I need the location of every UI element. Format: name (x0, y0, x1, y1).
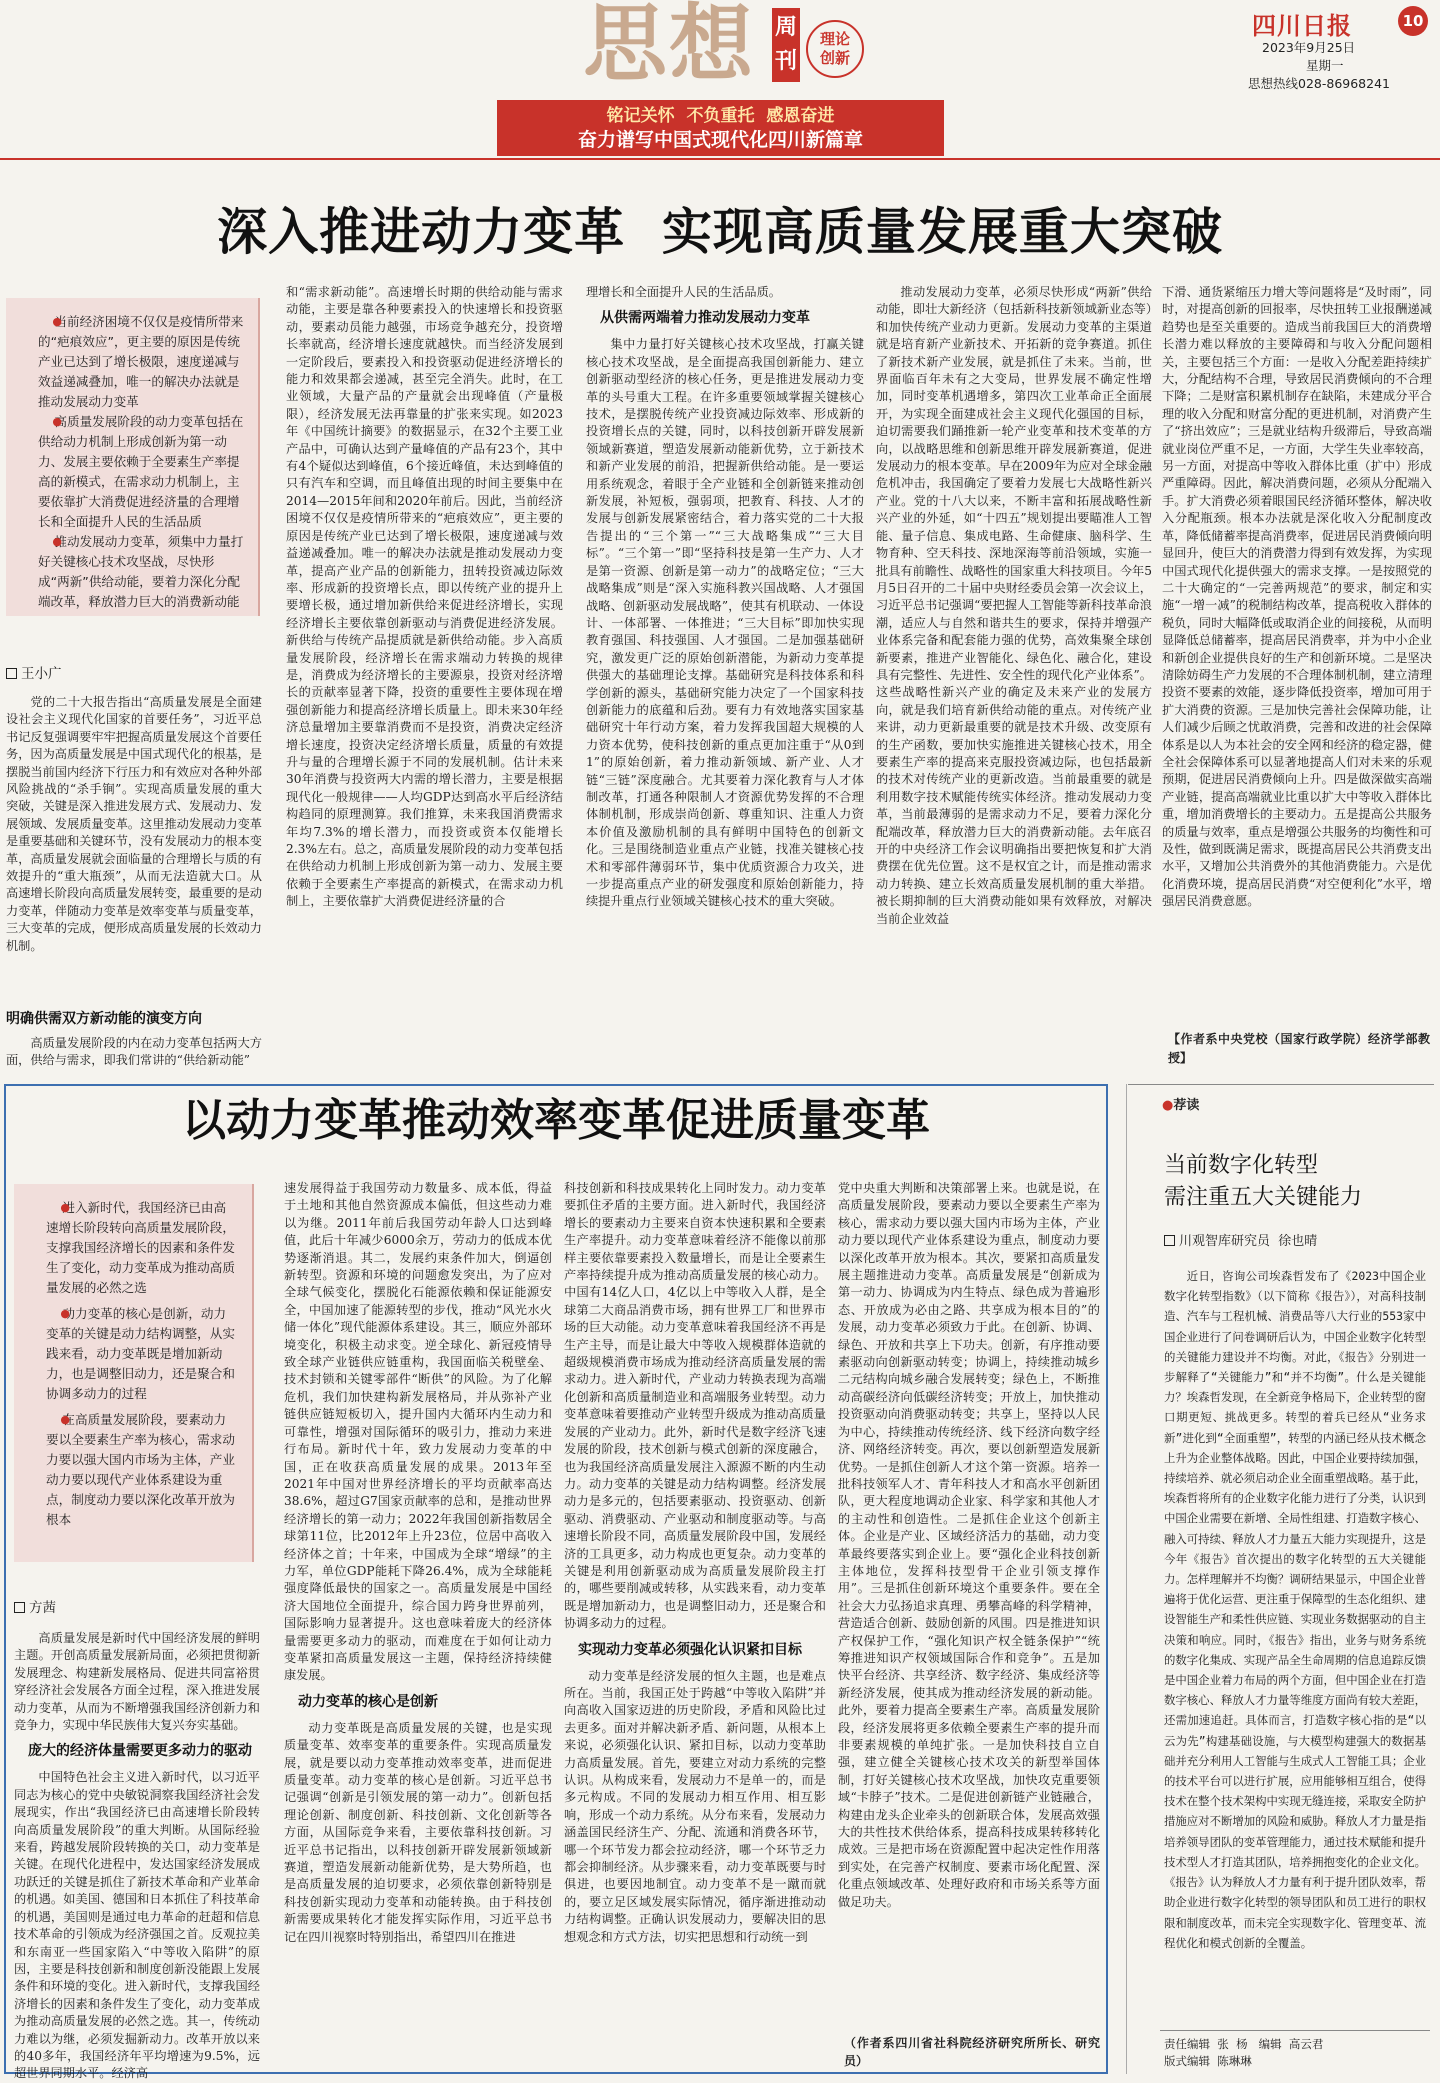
section-subtitle-box (772, 8, 800, 82)
summary-point: ● 动力变革的核心是创新，动力变革的关键是动力结构调整，从实践来看，动力变革既是增加新动力，也是调整旧动力，还是聚合和协调多动力的过程 (46, 1304, 238, 1404)
article2-para: 动力变革是经济发展的恒久主题，也是难点所在。当前，我国正处于跨越“中等收入陷阱”并向高收入国家迈进的历史阶段，矛盾和风险比过去更多。面对并解决新矛盾、新问题，从根本上来说，必须强化认识、紧扣目标，以动力变革助力高质量发展。首先，要建立对动力系统的完整认识。从构成来看，发展动力不是单一的，而是多元构成。不同的发展动力相互作用、相互影响，形成一个动力系统。从分布来看，发展动力涵盖国民经济生产、分配、流通和消费各环节，哪一个环节发力都会拉动经济，哪一个环节乏力都会抑制经济。从步骤来看，动力变革既要与时俱进，也要因地制宜。动力变革不是一蹴而就的，要立足区域发展实际情况，循序渐进推动动力结构调整。正确认识发展动力，要解决旧的思想观念和方式方法，切实把思想和行动统一到 (564, 1668, 826, 1944)
article1-column-2 (286, 284, 563, 1074)
banner-line1: 铭记关怀 不负重托 感恩奋进 (606, 106, 835, 126)
article2-para: 科技创新和科技成果转化上同时发力。动力变革要抓住矛盾的主要方面。进入新时代，我国经济增长的要素动力主要来自资本快速积累和全要素生产率提升。动力变革意味着经济不能像以前那样主要依靠要素投入数量增长，而是让全要素生产率持续提升成为推动高质量发展的核心动力。中国有14亿人口，4亿以上中等收入人群，是全球第二大商品消费市场，拥有世界工厂和世界市场的巨大动能。动力变革意味着我国经济不再是生产主导，而是让最大中等收入规模群体造就的超级规模消费市场成为推动经济高质量发展的需求动力。进入新时代，产业动力转换表现为高端化创新和高质量制造业和高端服务业转型。动力变革意味着要推动产业转型升级成为推动高质量发展的产业动力。此外，新时代是数字经济飞速发展的阶段，技术创新与模式创新的深度融合，也为我国经济高质量发展注入源源不断的内生动力。动力变革的关键是动力结构调整。经济发展动力是多元的，包括要素驱动、投资驱动、创新驱动、消费驱动、产业驱动和制度驱动等。与高速增长阶段不同，高质量发展阶段中国，发展经济的工具更多，动力构成也更复杂。动力变革的关键是利用创新驱动成为高质量发展阶段主打的，哪些要削减或转移，从实践来看，动力变革既是增加新动力，也是调整旧动力，还是聚合和协调多动力的过程。 (564, 1181, 826, 1631)
summary-point: ● 在高质量发展阶段，要素动力要以全要素生产率为核心，需求动力要以强大国内市场为主体，产业动力要以现代产业体系建设为重点，制度动力要以深化改革开放为根本 (46, 1410, 238, 1530)
masthead (0, 0, 1440, 160)
article1-column-1b (6, 1010, 262, 1070)
recommend-body (1164, 1266, 1426, 1992)
bullet-icon: ● (1162, 1098, 1174, 1113)
recommend-title (1164, 1150, 1362, 1214)
hotline: 思想热线028-86968241 (1248, 76, 1390, 91)
summary-point: ● 推动发展动力变革，须集中力量打好关键核心技术攻坚战，尽快形成“两新”供给动能，要着力深化分配端改革，释放潜力巨大的消费新动能 (38, 532, 244, 612)
article2-column-1 (14, 1630, 260, 2081)
article1-subhead-1: 明确供需双方新动能的演变方向 (6, 1011, 202, 1027)
banner (497, 100, 944, 156)
banner-line2: 奋力谱写中国式现代化四川新篇章 (577, 129, 863, 151)
recommend-para: 近日，咨询公司埃森哲发布了《2023中国企业数字化转型指数》（以下简称《报告》），对高科技制造、汽车与工程机械、消费品等八大行业的553家中国企业进行了问卷调研后认为，中国企业数字化转型的关键能力建设并不均衡。对此，《报告》分别进一步解释了“关键能力”和“并不均衡”。什么是关键能力？埃森哲发现，在全新竞争格局下，企业转型的窗口期更短、挑战更多。转型的着兵已经从“业务求新”进化到“全面重塑”，转型的内涵已经从技术概念上升为企业整体战略。因此，中国企业要持续加强，持续培养、就必须启动企业全面重塑战略。基于此，埃森哲将所有的企业数字化能力进行了分类，认识到中国企业需要在新增、全局性组建、打造数字核心、融入可持续、释放人才力量五大能力实现提升，这是今年《报告》首次提出的数字化转型的五大关键能力。怎样理解并不均衡？调研结果显示，中国企业普遍将于优化运营、更注重于保障型的生态化组织、建设智能生产和柔性供应链、实现业务数据驱动的自主决策和响应。同时，《报告》指出，业务与财务系统的数字化集成、实现产品全生命周期的信息追踪反馈是中国企业着力布局的两个方面，但中国企业在打造数字核心、释放人才力量等维度方面尚有较大差距，还需加速追赶。具体而言，打造数字核心指的是“以云为先”构建基础设施，与大模型构建强大的数据基础并充分利用人工智能与生成式人工智能工具；企业的技术平台可以进行扩展，应用能够相互组合，使得技术在整个技术架构中实现无缝连接，采取安全防护措施应对不断增加的风险和威胁。释放人才力量是指培养领导团队的变革管理能力，通过技术赋能和提升技术型人才打造其团队，培养拥抱变化的企业文化。《报告》认为释放人才力量有利于提升团队效率，帮助企业进行数字化转型的领导团队和员工进行的职权限和制度改革，而未完全实现数字化、管理变革、流程优化和模式创新的全覆盖。 (1164, 1269, 1426, 1950)
section-tag-line1: 理论 (819, 30, 850, 48)
editor-credits (1164, 2036, 1323, 2070)
article2-para: 速发展得益于我国劳动力数量多、成本低，得益于土地和其他自然资源成本偏低，但这些动力难以为继。2011年前后我国劳动年龄人口达到峰值，此后十年减少6000余万，劳动力的低成本优势逐渐消退。其二，发展约束条件加大，倒逼创新转型。资源和环境的问题愈发突出，为了应对全球气候变化，摆脱化石能源依赖和保证能源安全，中国加速了能源转型的步伐，推动“风光水火储一体化”现代能源体系建设。其三，顺应外部环境变化，积极主动求变。逆全球化、新冠疫情导致全球产业链供应链重构，我国面临关税壁垒、技术封锁和关键零部件“断供”的风险。为了化解危机，我们加快建构新发展格局，并从弥补产业链供应链短板切入，提升国内大循环内生动力和可靠性，增强对国际循环的吸引力，推动力来进行布局。新时代十年，致力发展动力变革的中国，正在收获高质量发展的成果。2013年至2021年中国对世界经济增长的平均贡献率高达38.6%，超过G7国家贡献率的总和，是推动世界经济增长的第一动力；2022年我国创新指数居全球第11位，比2012年上升23位，位居中高收入经济体之首；十年来，中国成为全球“增绿”的主力军，单位GDP能耗下降26.4%，成为全球能耗强度降低最快的国家之一。高质量发展是中国经济大国地位全面提升，综合国力跨身世界前列，国际影响力显著提升。这也意味着庞大的经济体量需要更多动力的驱动，而难度在于如何让动力变革紧扣高质量发展这一主题，保持经济持续健康发展。 (284, 1181, 552, 1683)
section-tag-line2: 创新 (819, 49, 850, 67)
column-divider (1126, 1084, 1127, 2074)
article1-byline (6, 662, 62, 682)
article2-column-4 (838, 1180, 1100, 2032)
recommend-byline (1164, 1230, 1317, 1249)
article2-intro: 高质量发展是新时代中国经济发展的鲜明主题。开创高质量发展新局面，必须把贯彻新发展理念、构建新发展格局、促进共同富裕贯穿经济社会发展各方面全过程，深入推进发展动力变革，从而为不断增强我国经济创新力和竞争力，实现中华民族伟大复兴夯实基础。 (14, 1631, 260, 1733)
article2-column-2 (284, 1180, 552, 2070)
editor-line2: 版式编辑 陈琳琳 (1164, 2054, 1252, 2068)
issue-weekday: 星期一 (1306, 58, 1344, 73)
issue-date: 2023年9月25日 (1262, 40, 1356, 55)
article1-para: 集中力量打好关键核心技术攻坚战，打赢关键核心技术攻坚战，是全面提高我国创新能力、建立创新驱动型经济的核心任务，更是推进发展动力变革的头号重大工程。在许多重要领域掌握关键核心技术，是摆脱传统产业投资减边际效率、形成新的投资增长点的关键，同时，以科技创新开辟发展新领域新赛道，塑造发展新动能新优势，立于新技术和新产业发展的前沿，把握新供给动能。是一要运用系统观念，着眼于全产业链和全创新链来推动创新发展，补短板，强弱项，把教育、科技、人才的发展与创新发展紧密结合，着力落实党的二十大报告提出的“三个第一”“三大战略集成”“三大目标”。“三个第一”即“坚持科技是第一生产力、人才是第一资源、创新是第一动力”的战略定位；“三大战略集成”则是“深入实施科教兴国战略、人才强国战略、创新驱动发展战略”，使其有机联动、一体设计、一体部署、一体推进；“三大目标”即加快实现教育强国、科技强国、人才强国。二是加强基础研究，激发更广泛的原始创新潜能，为新动力变革提供强大的基础理论支撑。基础研究是科技体系和科学创新的源头，基础研究能力决定了一个国家科技创新能力的底蕴和后劲。要有力有效地落实国家基础研究十年行动方案，着力发挥我国超大规模的人力资本优势，使科技创新的重点更加注重于“从0到1”的原始创新，着力推动新领域、新产业、人才链“三链”深度融合。尤其要着力深化教育与人才体制改革，打通各种限制人才资源优势发挥的不合理体制机制，形成崇尚创新、尊重知识、注重人力资本价值及激励机制的具有鲜明中国特色的创新文化。三是围绕制造业重点产业链，找准关键核心技术和零部件薄弱环节，集中优质资源合力攻关，进一步提高重点产业的研发强度和原始创新能力，持续提升重点行业领域关键核心技术的重大突破。 (586, 337, 864, 909)
section-tag (806, 20, 864, 78)
summary-point: ● 进入新时代，我国经济已由高速增长阶段转向高质量发展阶段，支撑我国经济增长的因素和条件发生了变化，动力变革成为推动高质量发展的必然之选 (46, 1198, 238, 1298)
byline-square-icon (14, 1602, 25, 1613)
article1-subhead-2: 从供需两端着力推动发展动力变革 (600, 310, 810, 327)
article1-title: 深入推进动力变革 实现高质量发展重大突破 (217, 203, 1223, 261)
recommend-author: 川观智库研究员 徐也晴 (1179, 1234, 1318, 1249)
article2-subhead-1: 庞大的经济体量需要更多动力的驱动 (28, 1743, 252, 1760)
section-title: 思想 (583, 0, 756, 93)
article2-subhead-3: 实现动力变革必须强化认识紧扣目标 (578, 1641, 802, 1658)
article1-para: 理增长和全面提升人民的生活品质。 (586, 285, 781, 299)
recommend-tag (1162, 1094, 1199, 1113)
article2-para: 党中央重大判断和决策部署上来。也就是说，在高质量发展阶段，要素动力要以全要素生产率为核心，需求动力要以强大国内市场为主体，产业动力要以现代产业体系建设为重点，制度动力要以深化改革开放为根本。其次，要紧扣高质量发展主题推进动力变革。高质量发展是“创新成为第一动力、协调成为内生特点、绿色成为普遍形态、开放成为必由之路、共享成为根本目的”的发展，动力变革必须致力于此。在创新、协调、绿色、开放和共享上下功夫。创新，有序推动要素驱动向创新驱动转变；协调上，持续推动城乡二元结构向城乡融合发展转变；绿色上，不断推动高碳经济向低碳经济转变；开放上，加快推动投资驱动向消费驱动转变；共享上，坚持以人民为中心，持续推动传统经济、线下经济向数字经济、网络经济转变。再次，要以创新塑造发展新优势。一是抓住创新人才这个第一资源。培养一批科技领军人才、青年科技人才和高水平创新团队，更大程度地调动企业家、科学家和其他人才的主动性和创造性。二是抓住企业这个创新主体。企业是产业、区域经济活力的基础，动力变革最终要落实到企业上。要“强化企业科技创新主体地位，发挥科技型骨干企业引领支撑作用”。三是抓住创新环境这个重要条件。要在全社会大力弘扬追求真理、勇攀高峰的科学精神，营造适合创新、鼓励创新的风围。四是推进知识产权保护工作，“强化知识产权全链条保护”“统筹推进知识产权领域国际合作和竞争”。五是加快平台经济、共享经济、数字经济、集成经济等新经济发展，使其成为推动经济发展的新动能。此外，要着力提高全要素生产率。高质量发展阶段，经济发展将更多依赖全要素生产率的提升而非要素规模的单纯扩张。一是加快科技自立自强，建立健全关键核心技术攻关的新型举国体制，打好关键核心技术攻坚战，加快攻克重要领域“卡脖子”技术。二是促进创新链产业链融合，构建由龙头企业牵头的创新联合体，发展高效强大的共性技术供给体系，提高科技成果转移转化成效。三是把市场在资源配置中起决定性作用落到实处，在完善产权制度、要素市场化配置、深化重点领域改革、处理好政府和市场关系等方面做足功夫。 (838, 1181, 1100, 1909)
article2-title: 以动力变革推动效率变革促进质量变革 (182, 1095, 930, 1146)
article1-column-3 (586, 284, 864, 1074)
article2-para: 动力变革既是高质量发展的关键，也是实现质量变革、效率变革的重要条件。实现高质量发展，就是要以动力变革推动效率变革，进而促进质量变革。动力变革的核心是创新。习近平总书记强调“创新是引领发展的第一动力”。创新包括理论创新、制度创新、科技创新、文化创新等各方面，从国际竞争来看，主要依靠科技创新。习近平总书记指出，以科技创新开辟发展新领域新赛道，塑造发展新动能新优势，是大势所趋，也是高质量发展的迫切要求，必须依靠创新特别是科技创新实现动力变革和动能转换。由于科技创新需要成果转化才能发挥实际作用，习近平总书记在四川视察时特别指出，希望四川在推进 (284, 1720, 552, 1944)
article1-summary (6, 298, 260, 616)
article2-column-3 (564, 1180, 826, 2070)
summary-point: ● 高质量发展阶段的动力变革包括在供给动力机制上形成创新为第一动力、发展主要依赖于全要素生产率提高的新模式，在需求动力机制上，主要依靠扩大消费促进经济量的合理增长和全面提升人民的生活品质 (38, 412, 244, 532)
recommend-rule (1128, 1084, 1434, 1085)
byline-square-icon (1164, 1235, 1175, 1246)
recommend-title-line1: 当前数字化转型 (1164, 1153, 1319, 1178)
section-subtitle: 周刊 (774, 15, 797, 74)
article2-subhead-2: 动力变革的核心是创新 (298, 1693, 438, 1710)
article2-endnote: （作者系四川省社科院经济研究所所长、研究员） (844, 2036, 1100, 2068)
recommend-bottom-rule (1160, 2030, 1430, 2031)
article1-para: 推动发展动力变革，必须尽快形成“两新”供给动能，即壮大新经济（包括新科技新领域新业态等）和加快传统产业动力更新。发展动力变革的主渠道就是培育新产业新技术、开拓新的竞争赛道。抓住了新技术新产业发展，就是抓住了未来。当前，世界面临百年未有之大变局，世界发展不确定性增加，同时变革机遇增多，第四次工业革命正全面展开，为实现全面建成社会主义现代化强国的目标，迫切需要我们踊推新一轮产业变革和技术变革的方向，以战略思维和创新思维开辟发展新赛道，促进发展动力的根本变革。早在2009年为应对全球金融危机冲击，我国确定了要着力发展七大战略性新兴产业。党的十八大以来，不断丰富和拓展战略性新兴产业的外延，如“十四五”规划提出要瞄准人工智能、量子信息、集成电路、生命健康、脑科学、生物育种、空天科技、深地深海等前沿领域，实施一批具有前瞻性、战略性的国家重大科技项目。今年5月5日召开的二十届中央财经委员会第一次会议上，习近平总书记强调“要把握人工智能等新科技革命浪潮，适应人与自然和谐共生的要求，保持并增强产业体系完备和配套能力强的优势，高效集聚全球创新要素，推进产业智能化、绿色化、融合化，建设具有完整性、先进性、安全性的现代化产业体系”。这些战略性新兴产业的确定及未来产业的发展方向，就是我们培育新供给动能的重点。对传统产业来讲，动力更新最重要的就是技术升级、改变原有的生产函数，要加快实施推进关键核心技术，用全要素生产率的提高来克服投资减边际，也包括最新的技术对传统产业的更新改造。当前最重要的就是利用数字技术赋能传统实体经济。推动发展动力变革，当前最薄弱的是需求动力不足，要着力深化分配端改革，释放潜力巨大的消费新动能。去年底召开的中央经济工作会议明确指出要把恢复和扩大消费摆在优先位置。这不是权宜之计，而是推动需求动力转换、建立长效高质量发展机制的重大举措。被长期抑制的巨大消费动能如果有效释放，对解决当前企业效益 (876, 285, 1152, 926)
paper-name: 四川日报 (1252, 11, 1352, 40)
article2-author: 方茜 (29, 1600, 56, 1616)
article2-para: 中国特色社会主义进入新时代，以习近平同志为核心的党中央敏锐洞察我国经济社会发展现实，作出“我国经济已由高速增长阶段转向高质量发展阶段”的重大判断。从国际经验来看，跨越发展阶段转换的关口，动力变革是关键。在现代化进程中，发达国家经济发展成功跃迁的关键是抓住了新技术革命和产业革命的机遇。如美国、德国和日本抓住了科技革命的机遇，美国则是通过电力革命的赶超和信息技术革命的引领成为经济强国之首。反观拉美和东南亚一些国家陷入“中等收入陷阱”的原因，主要是科技创新和制度创新没能跟上发展条件和环境的变化。进入新时代，支撑我国经济增长的因素和条件发生了变化，动力变革成为推动高质量发展的必然之选。其一，传统动力难以为继，必须发掘新动力。改革开放以来的40多年，我国经济年平均增速为9.5%，远超世界同期水平。经济高 (14, 1770, 260, 2081)
byline-square-icon (6, 668, 17, 679)
recommend-tag-label: 荐读 (1173, 1098, 1200, 1113)
editor-line1: 责任编辑 张 杨 编辑 高云君 (1164, 2037, 1324, 2051)
article2-byline (14, 1596, 56, 1616)
summary-point: ● 当前经济困境不仅仅是疫情所带来的“疤痕效应”，更主要的原因是传统产业已达到了增长极限，速度递减与效益递减叠加，唯一的解决办法就是推动发展动力变革 (38, 312, 244, 412)
recommend-title-line2: 需注重五大关键能力 (1164, 1185, 1363, 1210)
article1-column-4 (876, 284, 1152, 1074)
article2-summary (14, 1184, 254, 1562)
article1-intro: 党的二十大报告指出“高质量发展是全面建设社会主义现代化国家的首要任务”，习近平总书记反复强调要牢牢把握高质量发展这个首要任务，因为高质量发展是中国式现代化的根基，是摆脱当前国内经济下行压力和有效应对各种外部风险挑战的“杀手锏”。实现高质量发展的重大突破，关键是深入推进发展方式、发展动力、发展领域、发展质量变革。这里推动发展动力变革是重要基础和关键环节，没有发展动力的根本变革，高质量发展就会面临量的合理增长与质的有效提升的“重大瓶颈”，从而无法造就大口。从高速增长阶段向高质量发展转变，最重要的是动力变革，伴随动力变革是效率变革与质量变革，三大变革的完成，便形成高质量发展的长效动力机制。 (6, 695, 262, 953)
article1-column-1 (6, 694, 262, 992)
masthead-rule (0, 158, 1440, 160)
article1-para: 和“需求新动能”。高速增长时期的供给动能与需求动能，主要是靠各种要素投入的快速增长和投资驱动，要素动员能力越强，市场竞争越充分，投资增长率就高，经济增长速度就越快。而当经济发展到一定阶段后，要素投入和投资驱动促进经济增长的能力和效果都会递减，甚至完全消失。此时，在工业领域，大量产品的产量就会出现峰值（产量极限），经济发展无法再靠量的扩张来实现。如2023年《中国统计摘要》的数据显示，在32个主要工业产品中，可确认达到产量峰值的产品有23个，其中有4个疑似达到峰值，6个接近峰值，未达到峰值的只有汽车和空调，而且峰值出现的时间主要集中在2014—2015年间和2020年前后。因此，当前经济困境不仅仅是疫情所带来的“疤痕效应”，更主要的原因是传统产业已达到了增长极限，速度递减与效益递减叠加。唯一的解决办法就是推动发展动力变革，提高产业产品的创新能力，扭转投资减边际效率、形成新的投资增长点，即以传统产业的提升上要增长极，通过增加新供给来促进经济增长，实现经济增长主要依靠创新驱动与消费促进经济发展。新供给与传统产品提质就是新供给动能。步入高质量发展阶段，经济增长在需求端动力转换的规律是，消费成为经济增长的主要源泉，投资对经济增长的贡献率显著下降，投资的重要性主要体现在增强创新能力和提高经济增长质量上。即未来30年经济总量增加主要靠消费而不是投资，消费决定经济增长速度，投资决定经济增长质量，质量的有效提升与量的合理增长源于不同的发展机制。估计未来30年消费与投资两大内需的增长潜力，主要是根据现代化一般规律——人均GDP达到高水平后经济结构趋同的原理测算。我们推算，未来我国消费需求年均7.3%的增长潜力，而投资或资本仅能增长2.3%左右。总之，高质量发展阶段的动力变革包括在供给动力机制上形成创新为第一动力、发展主要依赖于全要素生产率提高的新模式，在需求动力机制上，主要依靠扩大消费促进经济量的合 (286, 285, 563, 909)
article1-author: 王小广 (21, 666, 62, 682)
article1-column-5 (1162, 284, 1432, 1028)
article1-para: 下滑、通货紧缩压力增大等问题将是“及时雨”，同时，对提高创新的回报率，尽快扭转工业报酬递减趋势也是至关重要的。造成当前我国巨大的消费增长潜力难以释放的主要障碍和与收入分配问题相关，主要包括三个方面：一是收入分配差距持续扩大，分配结构不合理，导致居民消费倾向的不合理下降；二是财富积累机制存在缺陷，未建成分平合理的收入分配和财富分配的更进机制，对消费产生了“挤出效应”；三是就业结构升级滞后，导致高端就业岗位严重不足，一方面，大学生失业率较高，另一方面，对提高中等收入群体比重（扩中）形成严重障碍。因此，解决消费问题，必须从分配端入手。扩大消费必须着眼国民经济循环整体，解决收入分配瓶颈。根本办法就是深化收入分配制度改革，降低储蓄率提高消费率，促进居民消费倾向明显回升，使巨大的消费潜力得到有效发挥，为实现中国式现代化提供强大的需求支撑。一是按照党的二十大确定的“一完善两规范”的要求，制定和实施“一增一减”的税制结构改革，提高税收入群体的税负，同时大幅降低或取消企业的间接税，从而明显降低总储蓄率，提高居民消费率，并为中小企业和新创企业提供良好的生产和创新环境。二是坚决清除妨碍生产力发展的不合理体制机制，建立清理投资不要素的效能，逐步降低投资率，增加可用于扩大消费的资源。三是加快完善社会保障功能，让人们减少后顾之忧敢消费，完善和改进的社会保障体系是以人为本社会的安全网和经济的稳定器，健全社会保障体系可以显著地提高人们对未来的乐观预期，促进居民消费倾向上升。四是做深做实高端产业链，提高高端就业比重以扩大中等收入群体比重，增加消费增长的主要动力。五是提高公共服务的质量与效率，重点是增强公共服务的均衡性和可及性，做到既满足需求，既提高居民公共消费支出水平，又增加公共消费外的其他消费能力。六是优化消费环境，提高居民消费“对空便利化”水平，增强居民消费意愿。 (1162, 285, 1432, 909)
page-number: 10 (1398, 6, 1428, 36)
article1-para: 高质量发展阶段的内在动力变革包括两大方面，供给与需求，即我们常讲的“供给新动能” (6, 1036, 262, 1068)
article1-endnote: 【作者系中央党校（国家行政学院）经济学部教授】 (1168, 1032, 1430, 1065)
